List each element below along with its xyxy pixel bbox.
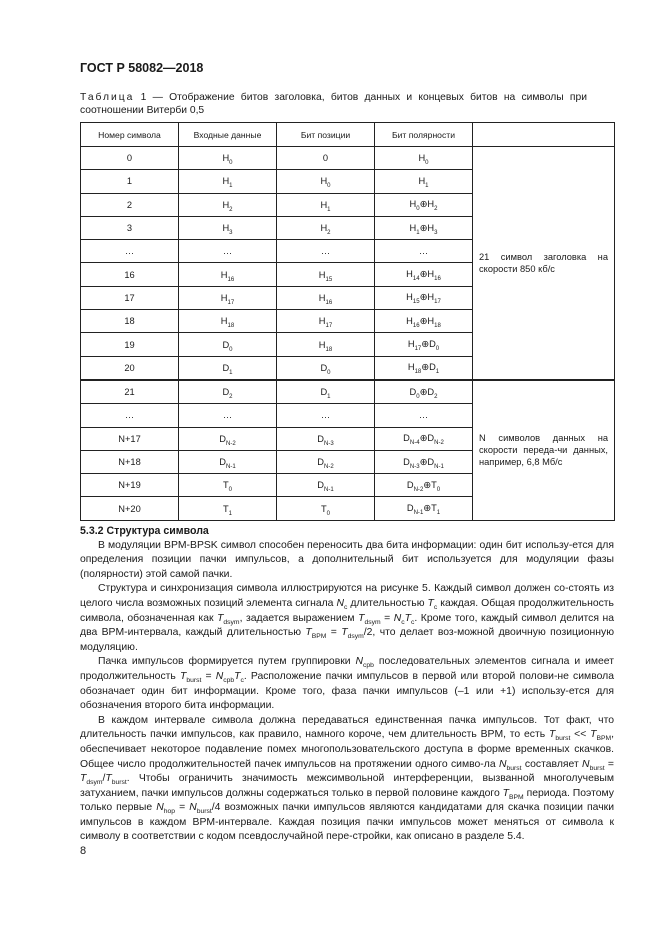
cell-position-bit: 0 [277,147,375,170]
cell-symbol-number: 19 [81,333,179,356]
cell-input-data: $D_2$ [179,380,277,404]
cell-symbol-number: N+19 [81,474,179,497]
cell-polarity-bit: $H_{17}\oplus D_0$ [375,333,473,356]
cell-position-bit: $H_1$ [277,193,375,216]
cell-symbol-number: 0 [81,147,179,170]
cell-polarity-bit: $H_1\oplus H_3$ [375,216,473,239]
cell-symbol-number: 3 [81,216,179,239]
cell-input-data: … [179,404,277,427]
cell-input-data: $D_{N-2}$ [179,427,277,450]
cell-position-bit: $H_0$ [277,170,375,193]
table-row [81,147,615,170]
note-data-bits: N символов данных на скорости переда-чи данных, например, 6,8 Мб/с [473,380,615,520]
caption-label: Таблица [80,92,135,103]
col-header-position-bit: Бит позиции [277,123,375,147]
col-header-symbol-number: Номер символа [81,123,179,147]
section-heading: 5.3.2 Структура символа [80,525,209,537]
page-number: 8 [80,845,87,857]
cell-position-bit: $H_{18}$ [277,333,375,356]
note-header-bits: 21 символ заголовка на скорости 850 кб/с [473,147,615,380]
cell-input-data: $D_{N-1}$ [179,450,277,473]
page-header-standard: ГОСТ Р 58082—2018 [80,61,204,75]
cell-polarity-bit: $D_{N-3}\oplus D_{N-1}$ [375,450,473,473]
cell-position-bit: $D_{N-1}$ [277,474,375,497]
cell-position-bit: $H_2$ [277,216,375,239]
cell-polarity-bit: $D_{N-2}\oplus T_0$ [375,474,473,497]
cell-symbol-number: … [81,404,179,427]
cell-input-data: $H_{16}$ [179,263,277,286]
cell-symbol-number: 16 [81,263,179,286]
cell-symbol-number: 1 [81,170,179,193]
cell-symbol-number: … [81,240,179,263]
cell-polarity-bit: $H_{16}\oplus H_{18}$ [375,310,473,333]
cell-input-data: $D_0$ [179,333,277,356]
cell-input-data: $H_{17}$ [179,286,277,309]
cell-polarity-bit: $H_{15}\oplus H_{17}$ [375,286,473,309]
cell-polarity-bit: $H_0$ [375,147,473,170]
cell-symbol-number: N+18 [81,450,179,473]
cell-symbol-number: 17 [81,286,179,309]
cell-polarity-bit: $D_{N-4}\oplus D_{N-2}$ [375,427,473,450]
section-body [80,524,614,845]
paragraph: Пачка импульсов формируется путем группировки $N_{cpb}$ последовательных элементов сигнала и имеет продолжительность $T_{burst} = N_{cpb}T_c$. Расположение пачки импульсов в первой или второй полови-не символа обозначает один бит информации. Кроме того, фаза пачки импульсов (–1 или +1) использу-ется для обозначения второго бита информации. [80,656,614,712]
cell-polarity-bit: $H_0\oplus H_2$ [375,193,473,216]
cell-input-data: $H_{18}$ [179,310,277,333]
cell-polarity-bit: $H_1$ [375,170,473,193]
cell-symbol-number: 20 [81,356,179,380]
cell-symbol-number: N+20 [81,497,179,520]
cell-position-bit: … [277,240,375,263]
cell-input-data: $H_0$ [179,147,277,170]
cell-position-bit: $T_0$ [277,497,375,520]
cell-input-data: $H_1$ [179,170,277,193]
cell-input-data: … [179,240,277,263]
table-header-row [81,123,615,147]
table-caption [80,91,587,117]
cell-polarity-bit: … [375,404,473,427]
caption-text: — Отображение битов заголовка, битов данных и концевых битов на символы при соотношении Витерби 0,5 [80,92,587,116]
caption-number: 1 [140,92,147,103]
cell-symbol-number: N+17 [81,427,179,450]
cell-position-bit: $H_{15}$ [277,263,375,286]
cell-input-data: $T_1$ [179,497,277,520]
cell-input-data: $T_0$ [179,474,277,497]
paragraph: В каждом интервале символа должна передаваться единственная пачка импульсов. Тот факт, что длительность пачки импульсов, как правило, намного короче, чем длительность BPM, то есть $T_{burst} << T_{BPM}$, обеспечивает некоторое подавление помех многопользовательского доступа в форме временных скачков. Общее число продолжительностей пачек импульсов на протяжении одного симво-ла $N_{burst}$ составляет $N_{burst} = T_{dsym}/T_{burst}$. Чтобы ограничить значимость межсимвольной интерференции, вызванной многолучевым затуханием, пачки импульсов должны содержаться только в первой половине каждого $T_{BPM}$ периода. Поэтому только первые $N_{hop} = N_{burst}/4$ возможных пачки импульсов являются кандидатами для скачка позиции пачки импульсов в каждом BPM-интервале. Каждая позиция пачки импульсов может меняться от символа к символу в соответствии с кодом псевдослучайной пере-стройки, как описано в разделе 5.4. [80,714,614,843]
col-header-note [473,123,615,147]
cell-polarity-bit: $H_{18}\oplus D_1$ [375,356,473,380]
cell-input-data: $H_2$ [179,193,277,216]
symbol-mapping-table [80,122,615,521]
table-row [81,380,615,404]
cell-position-bit: $D_{N-3}$ [277,427,375,450]
cell-position-bit: $D_{N-2}$ [277,450,375,473]
cell-position-bit: $D_0$ [277,356,375,380]
cell-polarity-bit: $H_{14}\oplus H_{16}$ [375,263,473,286]
cell-polarity-bit: $D_0\oplus D_2$ [375,380,473,404]
cell-position-bit: $H_{17}$ [277,310,375,333]
cell-symbol-number: 21 [81,380,179,404]
cell-input-data: $H_3$ [179,216,277,239]
cell-polarity-bit: $D_{N-1}\oplus T_1$ [375,497,473,520]
cell-symbol-number: 18 [81,310,179,333]
col-header-polarity-bit: Бит полярности [375,123,473,147]
col-header-input-data: Входные данные [179,123,277,147]
paragraph: Структура и синхронизация символа иллюстрируются на рисунке 5. Каждый символ должен со-стоять из целого числа возможных позиций элемента сигнала $N_c$ длительностью $T_c$ каждая. Общая продолжительность символа, обозначенная как $T_{dsym}$, задается выражением $T_{dsym} = N_cT_c$. Кроме того, каждый символ делится на два BPM-интервала, каждый длительностью $T_{BPM} = T_{dsym}/2$, что делает воз-можной двоичную позиционную модуляцию. [80,583,615,653]
cell-position-bit: $D_1$ [277,380,375,404]
cell-polarity-bit: … [375,240,473,263]
cell-position-bit: $H_{16}$ [277,286,375,309]
cell-symbol-number: 2 [81,193,179,216]
cell-position-bit: … [277,404,375,427]
paragraph: В модуляции BPM-BPSK символ способен переносить два бита информации: один бит использу-ется для определения позиции пачки импульсов, а дополнительный бит используется для модуляции фазы (полярности) этой самой пачки. [80,539,614,580]
cell-input-data: $D_1$ [179,356,277,380]
